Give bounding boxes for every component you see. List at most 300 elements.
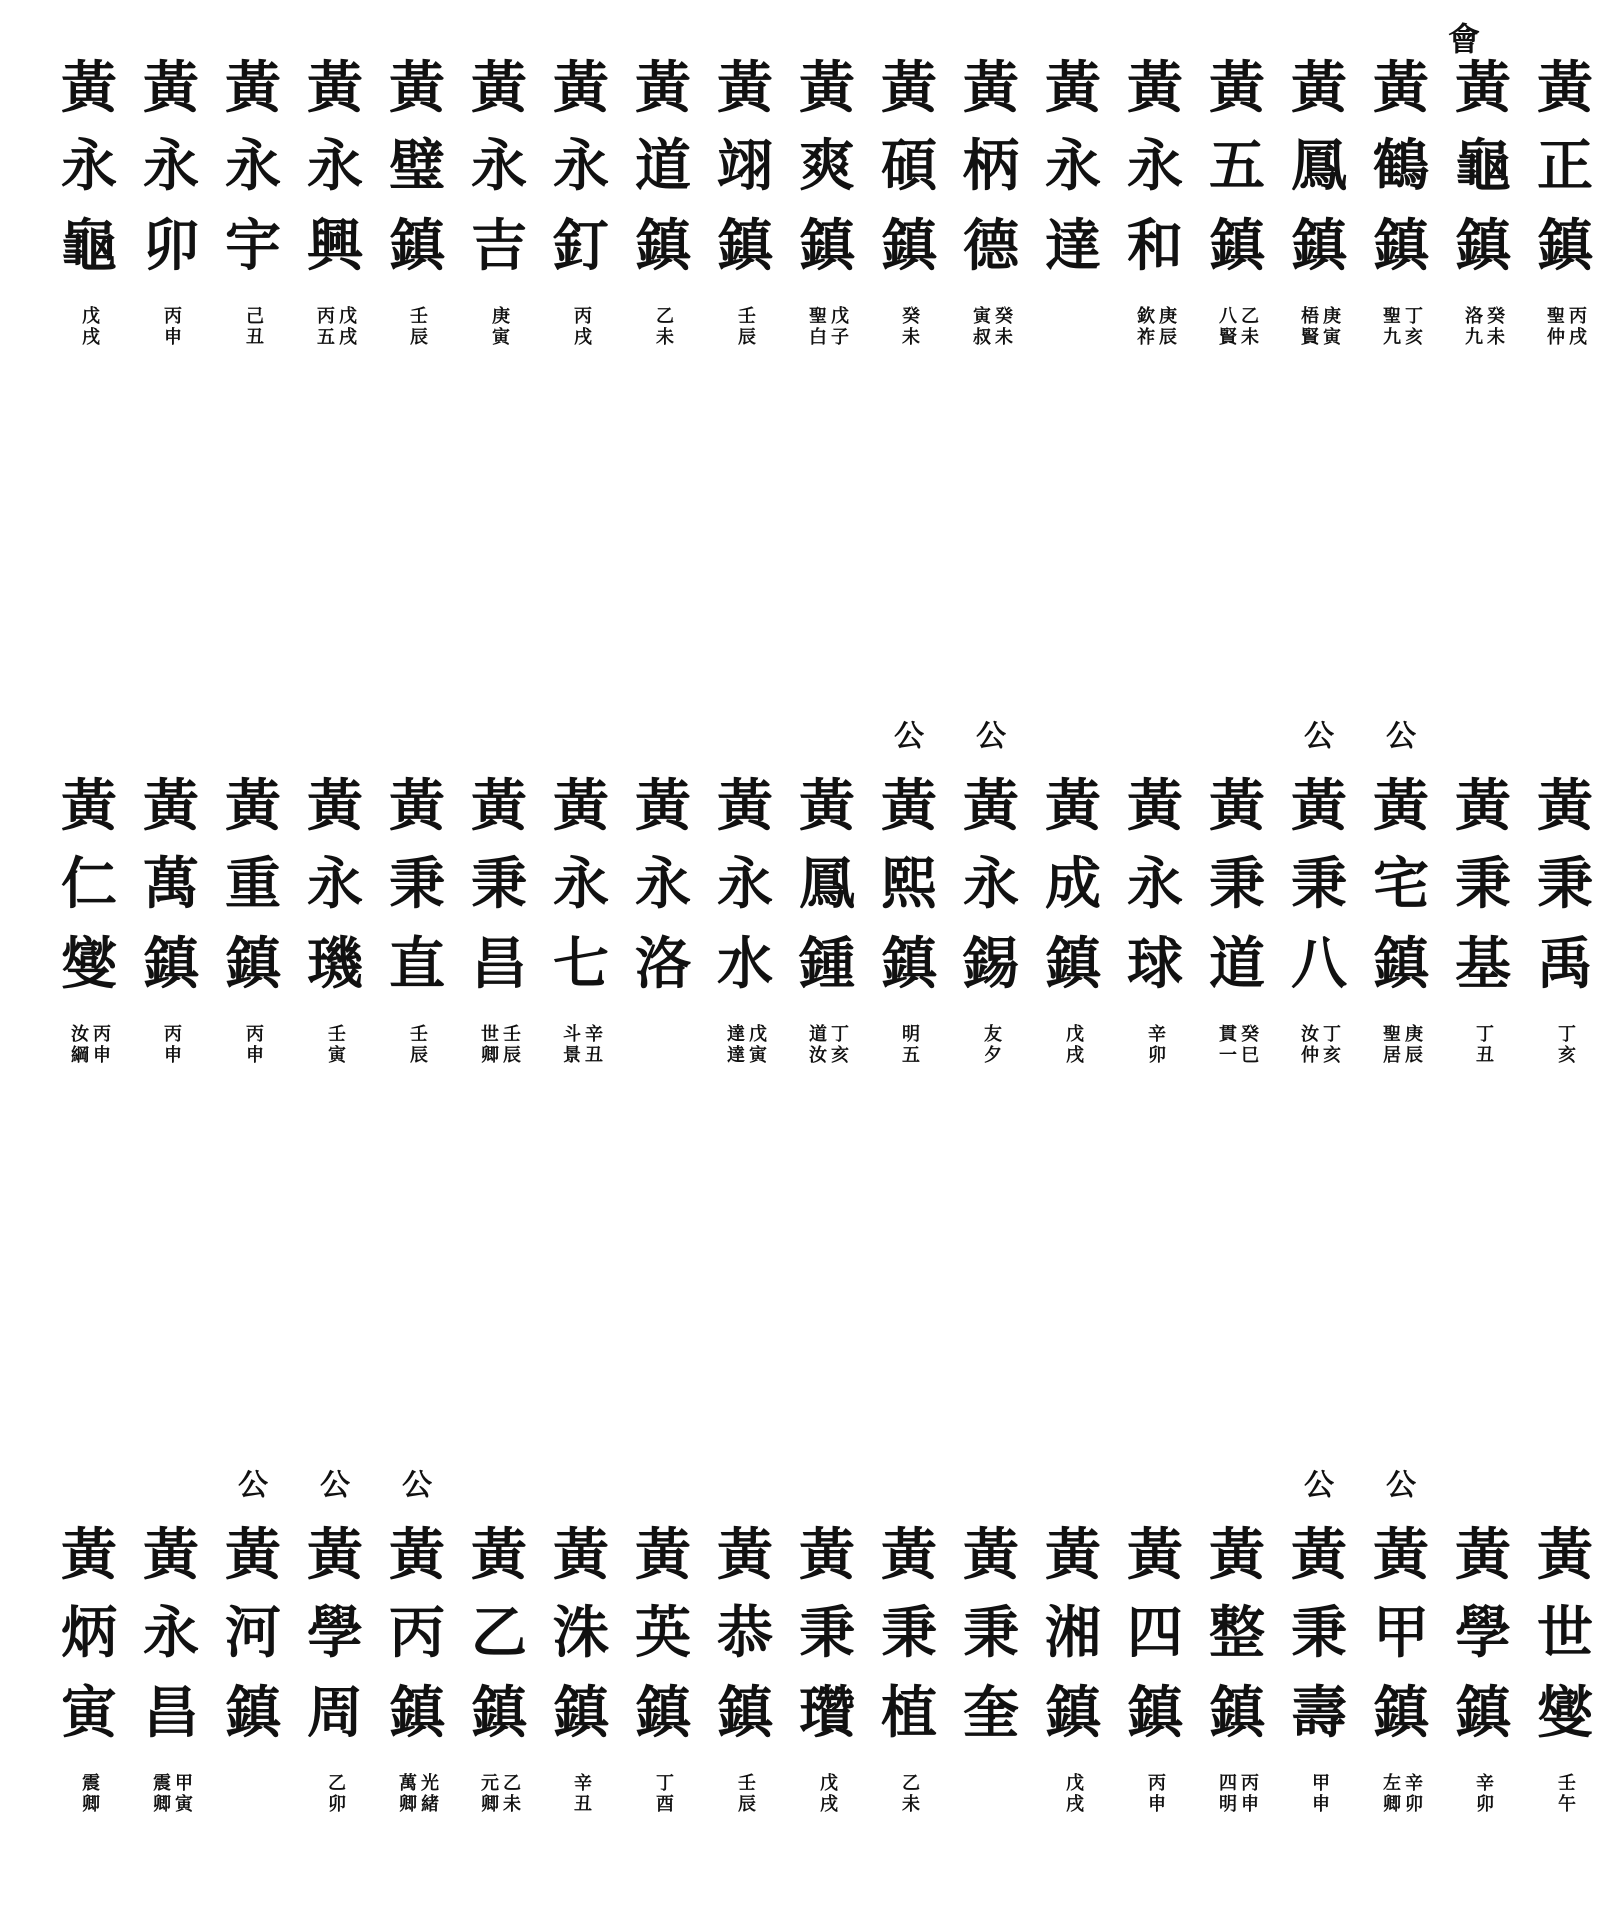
surname-char: 黃: [225, 1522, 281, 1588]
given-name-char: 璧: [389, 133, 445, 199]
surname-char: 黃: [471, 773, 527, 839]
birth-year-annotation: [1286, 306, 1352, 348]
given-name-char: 甲: [1373, 1600, 1429, 1666]
given-name-char: 熙: [881, 851, 937, 917]
given-name-char: 卯: [143, 213, 199, 279]
surname-char: 黃: [61, 1522, 117, 1588]
birth-year-annotation: [56, 1773, 122, 1815]
annotation-text: 萬卿: [396, 1773, 417, 1815]
birth-year-annotation: [1532, 1024, 1598, 1066]
surname-char: 黃: [1127, 1522, 1183, 1588]
given-name-char: 璣: [307, 931, 363, 997]
heading-mark: 會: [1448, 20, 1481, 58]
given-name-char: 炳: [61, 1600, 117, 1666]
given-name-char: 永: [635, 851, 691, 917]
surname-char: 黃: [1373, 773, 1429, 839]
birth-year-annotation: [384, 306, 450, 348]
surname-char: 黃: [1291, 55, 1347, 121]
given-name-char: 鳳: [1291, 133, 1347, 199]
given-name-char: 秉: [1291, 851, 1347, 917]
given-name-char: 鎮: [1537, 213, 1593, 279]
given-name-char: 秉: [1209, 851, 1265, 917]
surname-char: 黃: [1045, 773, 1101, 839]
birth-year-annotation: [958, 1024, 1024, 1066]
given-name-char: 丙: [389, 1600, 445, 1666]
given-name-char: 德: [963, 213, 1019, 279]
given-name-char: 鍾: [799, 931, 855, 997]
annotation-text: 丁亥: [1320, 1024, 1341, 1066]
annotation-text: 八賢: [1216, 306, 1237, 348]
given-name-char: 學: [1455, 1600, 1511, 1666]
annotation-text: 聖白: [806, 306, 827, 348]
given-name-char: 鎮: [389, 213, 445, 279]
annotation-text: 乙未: [500, 1773, 521, 1815]
annotation-text: 達達: [724, 1024, 745, 1066]
honorific-mark: 公: [1304, 719, 1334, 754]
given-name-char: 正: [1537, 133, 1593, 199]
annotation-text: 戊子: [828, 306, 849, 348]
given-name-char: 鎮: [143, 931, 199, 997]
annotation-text: 世卿: [478, 1024, 499, 1066]
given-name-char: 瓚: [799, 1680, 855, 1746]
given-name-char: 鎮: [1455, 213, 1511, 279]
birth-year-annotation: [1122, 1773, 1188, 1815]
surname-char: 黃: [635, 55, 691, 121]
honorific-mark: 公: [1386, 1468, 1416, 1503]
given-name-char: 龜: [61, 213, 117, 279]
honorific-mark: 公: [1304, 1468, 1334, 1503]
surname-char: 黃: [1209, 773, 1265, 839]
birth-year-annotation: [1286, 1024, 1352, 1066]
given-name-char: 永: [1127, 133, 1183, 199]
given-name-char: 鎮: [225, 931, 281, 997]
birth-year-annotation: [1122, 1024, 1188, 1066]
surname-char: 黃: [1373, 1522, 1429, 1588]
birth-year-annotation: [138, 1024, 204, 1066]
surname-char: 黃: [1373, 55, 1429, 121]
annotation-text: 辛卯: [1402, 1773, 1423, 1815]
surname-char: 黃: [389, 55, 445, 121]
birth-year-annotation: [1040, 1024, 1106, 1066]
annotation-text: 辛卯: [1145, 1024, 1166, 1066]
surname-char: 黃: [553, 55, 609, 121]
surname-char: 黃: [553, 1522, 609, 1588]
annotation-text: 乙未: [899, 1773, 920, 1815]
given-name-char: 秉: [1537, 851, 1593, 917]
birth-year-annotation: [1532, 306, 1598, 348]
annotation-text: 乙未: [1238, 306, 1259, 348]
birth-year-annotation: [466, 1773, 532, 1815]
given-name-char: 鎮: [1045, 1680, 1101, 1746]
given-name-char: 鎮: [635, 1680, 691, 1746]
given-name-char: 秉: [1291, 1600, 1347, 1666]
annotation-text: 丙戌: [571, 306, 592, 348]
surname-char: 黃: [635, 1522, 691, 1588]
surname-char: 黃: [799, 1522, 855, 1588]
surname-char: 黃: [307, 1522, 363, 1588]
surname-char: 黃: [1455, 1522, 1511, 1588]
surname-char: 黃: [1291, 773, 1347, 839]
annotation-text: 汝綱: [68, 1024, 89, 1066]
annotation-text: 庚寅: [1320, 306, 1341, 348]
annotation-text: 庚辰: [1156, 306, 1177, 348]
given-name-char: 秉: [799, 1600, 855, 1666]
annotation-text: 壬辰: [407, 1024, 428, 1066]
given-name-char: 秉: [963, 1600, 1019, 1666]
birth-year-annotation: [794, 306, 860, 348]
given-name-char: 七: [553, 931, 609, 997]
annotation-text: 聖九: [1380, 306, 1401, 348]
annotation-text: 丙申: [161, 306, 182, 348]
given-name-char: 秉: [389, 851, 445, 917]
given-name-char: 永: [553, 851, 609, 917]
surname-char: 黃: [61, 55, 117, 121]
surname-char: 黃: [143, 773, 199, 839]
honorific-mark: 公: [976, 719, 1006, 754]
birth-year-annotation: [548, 306, 614, 348]
given-name-char: 秉: [1455, 851, 1511, 917]
given-name-char: 永: [307, 851, 363, 917]
given-name-char: 永: [61, 133, 117, 199]
surname-char: 黃: [1127, 55, 1183, 121]
surname-char: 黃: [143, 55, 199, 121]
birth-year-annotation: [384, 1773, 450, 1815]
birth-year-annotation: [712, 1773, 778, 1815]
annotation-text: 壬寅: [325, 1024, 346, 1066]
surname-char: 黃: [1291, 1522, 1347, 1588]
birth-year-annotation: [1532, 1773, 1598, 1815]
given-name-char: 植: [881, 1680, 937, 1746]
annotation-text: 丁丑: [1473, 1024, 1494, 1066]
given-name-char: 鎮: [881, 931, 937, 997]
annotation-text: 辛丑: [571, 1773, 592, 1815]
given-name-char: 基: [1455, 931, 1511, 997]
annotation-text: 甲寅: [172, 1773, 193, 1815]
annotation-text: 戊戌: [817, 1773, 838, 1815]
surname-char: 黃: [799, 773, 855, 839]
surname-char: 黃: [1209, 55, 1265, 121]
given-name-char: 河: [225, 1600, 281, 1666]
annotation-text: 友夕: [981, 1024, 1002, 1066]
annotation-text: 己丑: [243, 306, 264, 348]
given-name-char: 錫: [963, 931, 1019, 997]
birth-year-annotation: [794, 1773, 860, 1815]
birth-year-annotation: [876, 1773, 942, 1815]
annotation-text: 震卿: [150, 1773, 171, 1815]
birth-year-annotation: [1040, 1773, 1106, 1815]
given-name-char: 吉: [471, 213, 527, 279]
given-name-char: 湘: [1045, 1600, 1101, 1666]
annotation-text: 丙申: [161, 1024, 182, 1066]
annotation-text: 戊寅: [746, 1024, 767, 1066]
annotation-text: 汝仲: [1298, 1024, 1319, 1066]
birth-year-annotation: [56, 1024, 122, 1066]
given-name-char: 鎮: [1291, 213, 1347, 279]
given-name-char: 鎮: [553, 1680, 609, 1746]
given-name-char: 寅: [61, 1680, 117, 1746]
given-name-char: 洛: [635, 931, 691, 997]
annotation-text: 丙申: [1238, 1773, 1259, 1815]
given-name-char: 鎮: [635, 213, 691, 279]
annotation-text: 戊戌: [336, 306, 357, 348]
surname-char: 黃: [471, 55, 527, 121]
birth-year-annotation: [302, 1773, 368, 1815]
given-name-char: 鎮: [1045, 931, 1101, 997]
given-name-char: 永: [307, 133, 363, 199]
birth-year-annotation: [1204, 1024, 1270, 1066]
surname-char: 黃: [881, 55, 937, 121]
surname-char: 黃: [1455, 55, 1511, 121]
birth-year-annotation: [712, 1024, 778, 1066]
annotation-text: 壬辰: [735, 1773, 756, 1815]
given-name-char: 永: [1045, 133, 1101, 199]
given-name-char: 仁: [61, 851, 117, 917]
birth-year-annotation: [794, 1024, 860, 1066]
given-name-char: 爽: [799, 133, 855, 199]
given-name-char: 永: [143, 133, 199, 199]
birth-year-annotation: [384, 1024, 450, 1066]
birth-year-annotation: [302, 306, 368, 348]
surname-char: 黃: [1127, 773, 1183, 839]
given-name-char: 世: [1537, 1600, 1593, 1666]
given-name-char: 鎮: [225, 1680, 281, 1746]
birth-year-annotation: [548, 1773, 614, 1815]
given-name-char: 永: [963, 851, 1019, 917]
given-name-char: 鎮: [471, 1680, 527, 1746]
surname-char: 黃: [799, 55, 855, 121]
surname-char: 黃: [307, 773, 363, 839]
given-name-char: 恭: [717, 1600, 773, 1666]
given-name-char: 碩: [881, 133, 937, 199]
given-name-char: 五: [1209, 133, 1265, 199]
annotation-text: 梧賢: [1298, 306, 1319, 348]
honorific-mark: 公: [402, 1468, 432, 1503]
given-name-char: 燮: [1537, 1680, 1593, 1746]
given-name-char: 乙: [471, 1600, 527, 1666]
given-name-char: 周: [307, 1680, 363, 1746]
surname-char: 黃: [717, 1522, 773, 1588]
given-name-char: 鎮: [1209, 213, 1265, 279]
given-name-char: 整: [1209, 1600, 1265, 1666]
annotation-text: 元卿: [478, 1773, 499, 1815]
given-name-char: 鎮: [717, 213, 773, 279]
honorific-mark: 公: [894, 719, 924, 754]
given-name-char: 水: [717, 931, 773, 997]
annotation-text: 乙未: [653, 306, 674, 348]
given-name-char: 鎮: [1373, 213, 1429, 279]
given-name-char: 學: [307, 1600, 363, 1666]
given-name-char: 洙: [553, 1600, 609, 1666]
given-name-char: 達: [1045, 213, 1101, 279]
given-name-char: 昌: [471, 931, 527, 997]
given-name-char: 鎮: [1127, 1680, 1183, 1746]
annotation-text: 戊戌: [1063, 1773, 1084, 1815]
given-name-char: 鎮: [389, 1680, 445, 1746]
given-name-char: 永: [1127, 851, 1183, 917]
given-name-char: 釘: [553, 213, 609, 279]
surname-char: 黃: [963, 1522, 1019, 1588]
given-name-char: 道: [1209, 931, 1265, 997]
given-name-char: 秉: [471, 851, 527, 917]
annotation-text: 庚辰: [1402, 1024, 1423, 1066]
annotation-text: 辛丑: [582, 1024, 603, 1066]
annotation-text: 斗景: [560, 1024, 581, 1066]
annotation-text: 聖居: [1380, 1024, 1401, 1066]
annotation-text: 道汝: [806, 1024, 827, 1066]
surname-char: 黃: [143, 1522, 199, 1588]
annotation-text: 壬辰: [735, 306, 756, 348]
birth-year-annotation: [548, 1024, 614, 1066]
given-name-char: 道: [635, 133, 691, 199]
given-name-char: 永: [225, 133, 281, 199]
annotation-text: 聖仲: [1544, 306, 1565, 348]
given-name-char: 鶴: [1373, 133, 1429, 199]
annotation-text: 癸未: [899, 306, 920, 348]
given-name-char: 永: [553, 133, 609, 199]
surname-char: 黃: [1209, 1522, 1265, 1588]
birth-year-annotation: [466, 1024, 532, 1066]
given-name-char: 鎮: [1209, 1680, 1265, 1746]
annotation-text: 丙戌: [1566, 306, 1587, 348]
birth-year-annotation: [1368, 1773, 1434, 1815]
given-name-char: 禹: [1537, 931, 1593, 997]
given-name-char: 鳳: [799, 851, 855, 917]
surname-char: 黃: [717, 773, 773, 839]
surname-char: 黃: [1045, 55, 1101, 121]
birth-year-annotation: [1450, 306, 1516, 348]
annotation-text: 庚寅: [489, 306, 510, 348]
birth-year-annotation: [876, 306, 942, 348]
annotation-text: 丙申: [90, 1024, 111, 1066]
given-name-char: 宇: [225, 213, 281, 279]
given-name-char: 昌: [143, 1680, 199, 1746]
given-name-char: 鎮: [1373, 931, 1429, 997]
birth-year-annotation: [1204, 1773, 1270, 1815]
surname-char: 黃: [1045, 1522, 1101, 1588]
annotation-text: 光緒: [418, 1773, 439, 1815]
annotation-text: 乙卯: [325, 1773, 346, 1815]
given-name-char: 四: [1127, 1600, 1183, 1666]
birth-year-annotation: [712, 306, 778, 348]
surname-char: 黃: [225, 55, 281, 121]
annotation-text: 貫一: [1216, 1024, 1237, 1066]
given-name-char: 八: [1291, 931, 1347, 997]
birth-year-annotation: [220, 306, 286, 348]
annotation-text: 明五: [899, 1024, 920, 1066]
given-name-char: 壽: [1291, 1680, 1347, 1746]
surname-char: 黃: [881, 773, 937, 839]
surname-char: 黃: [1537, 55, 1593, 121]
annotation-text: 丁酉: [653, 1773, 674, 1815]
given-name-char: 永: [471, 133, 527, 199]
birth-year-annotation: [876, 1024, 942, 1066]
surname-char: 黃: [471, 1522, 527, 1588]
birth-year-annotation: [1450, 1024, 1516, 1066]
birth-year-annotation: [1450, 1773, 1516, 1815]
surname-char: 黃: [389, 773, 445, 839]
given-name-char: 球: [1127, 931, 1183, 997]
birth-year-annotation: [138, 306, 204, 348]
annotation-text: 寅叔: [970, 306, 991, 348]
given-name-char: 宅: [1373, 851, 1429, 917]
surname-char: 黃: [1537, 773, 1593, 839]
given-name-char: 成: [1045, 851, 1101, 917]
given-name-char: 英: [635, 1600, 691, 1666]
annotation-text: 左卿: [1380, 1773, 1401, 1815]
birth-year-annotation: [1204, 306, 1270, 348]
surname-char: 黃: [225, 773, 281, 839]
birth-year-annotation: [220, 1024, 286, 1066]
birth-year-annotation: [302, 1024, 368, 1066]
honorific-mark: 公: [320, 1468, 350, 1503]
annotation-text: 丁亥: [1402, 306, 1423, 348]
annotation-text: 辛卯: [1473, 1773, 1494, 1815]
annotation-text: 震卿: [79, 1773, 100, 1815]
given-name-char: 鎮: [1373, 1680, 1429, 1746]
given-name-char: 鎮: [881, 213, 937, 279]
given-name-char: 龜: [1455, 133, 1511, 199]
surname-char: 黃: [963, 55, 1019, 121]
given-name-char: 鎮: [1455, 1680, 1511, 1746]
birth-year-annotation: [1286, 1773, 1352, 1815]
surname-char: 黃: [963, 773, 1019, 839]
annotation-text: 癸未: [1484, 306, 1505, 348]
surname-char: 黃: [881, 1522, 937, 1588]
given-name-char: 直: [389, 931, 445, 997]
birth-year-annotation: [630, 306, 696, 348]
annotation-text: 癸巳: [1238, 1024, 1259, 1066]
given-name-char: 奎: [963, 1680, 1019, 1746]
surname-char: 黃: [635, 773, 691, 839]
birth-year-annotation: [138, 1773, 204, 1815]
birth-year-annotation: [1368, 306, 1434, 348]
annotation-text: 丙申: [243, 1024, 264, 1066]
given-name-char: 鎮: [717, 1680, 773, 1746]
surname-char: 黃: [61, 773, 117, 839]
given-name-char: 永: [717, 851, 773, 917]
given-name-char: 秉: [881, 1600, 937, 1666]
surname-char: 黃: [307, 55, 363, 121]
annotation-text: 丁亥: [1555, 1024, 1576, 1066]
annotation-text: 欽祚: [1134, 306, 1155, 348]
birth-year-annotation: [56, 306, 122, 348]
birth-year-annotation: [958, 306, 1024, 348]
given-name-char: 翊: [717, 133, 773, 199]
honorific-mark: 公: [238, 1468, 268, 1503]
given-name-char: 燮: [61, 931, 117, 997]
given-name-char: 鎮: [799, 213, 855, 279]
annotation-text: 壬午: [1555, 1773, 1576, 1815]
surname-char: 黃: [553, 773, 609, 839]
given-name-char: 永: [143, 1600, 199, 1666]
surname-char: 黃: [1537, 1522, 1593, 1588]
given-name-char: 萬: [143, 851, 199, 917]
annotation-text: 丙五: [314, 306, 335, 348]
annotation-text: 壬辰: [500, 1024, 521, 1066]
annotation-text: 戊戌: [1063, 1024, 1084, 1066]
surname-char: 黃: [1455, 773, 1511, 839]
annotation-text: 洛九: [1462, 306, 1483, 348]
birth-year-annotation: [1122, 306, 1188, 348]
birth-year-annotation: [1368, 1024, 1434, 1066]
given-name-char: 柄: [963, 133, 1019, 199]
annotation-text: 四明: [1216, 1773, 1237, 1815]
given-name-char: 興: [307, 213, 363, 279]
annotation-text: 丙申: [1145, 1773, 1166, 1815]
annotation-text: 甲申: [1309, 1773, 1330, 1815]
annotation-text: 丁亥: [828, 1024, 849, 1066]
given-name-char: 重: [225, 851, 281, 917]
